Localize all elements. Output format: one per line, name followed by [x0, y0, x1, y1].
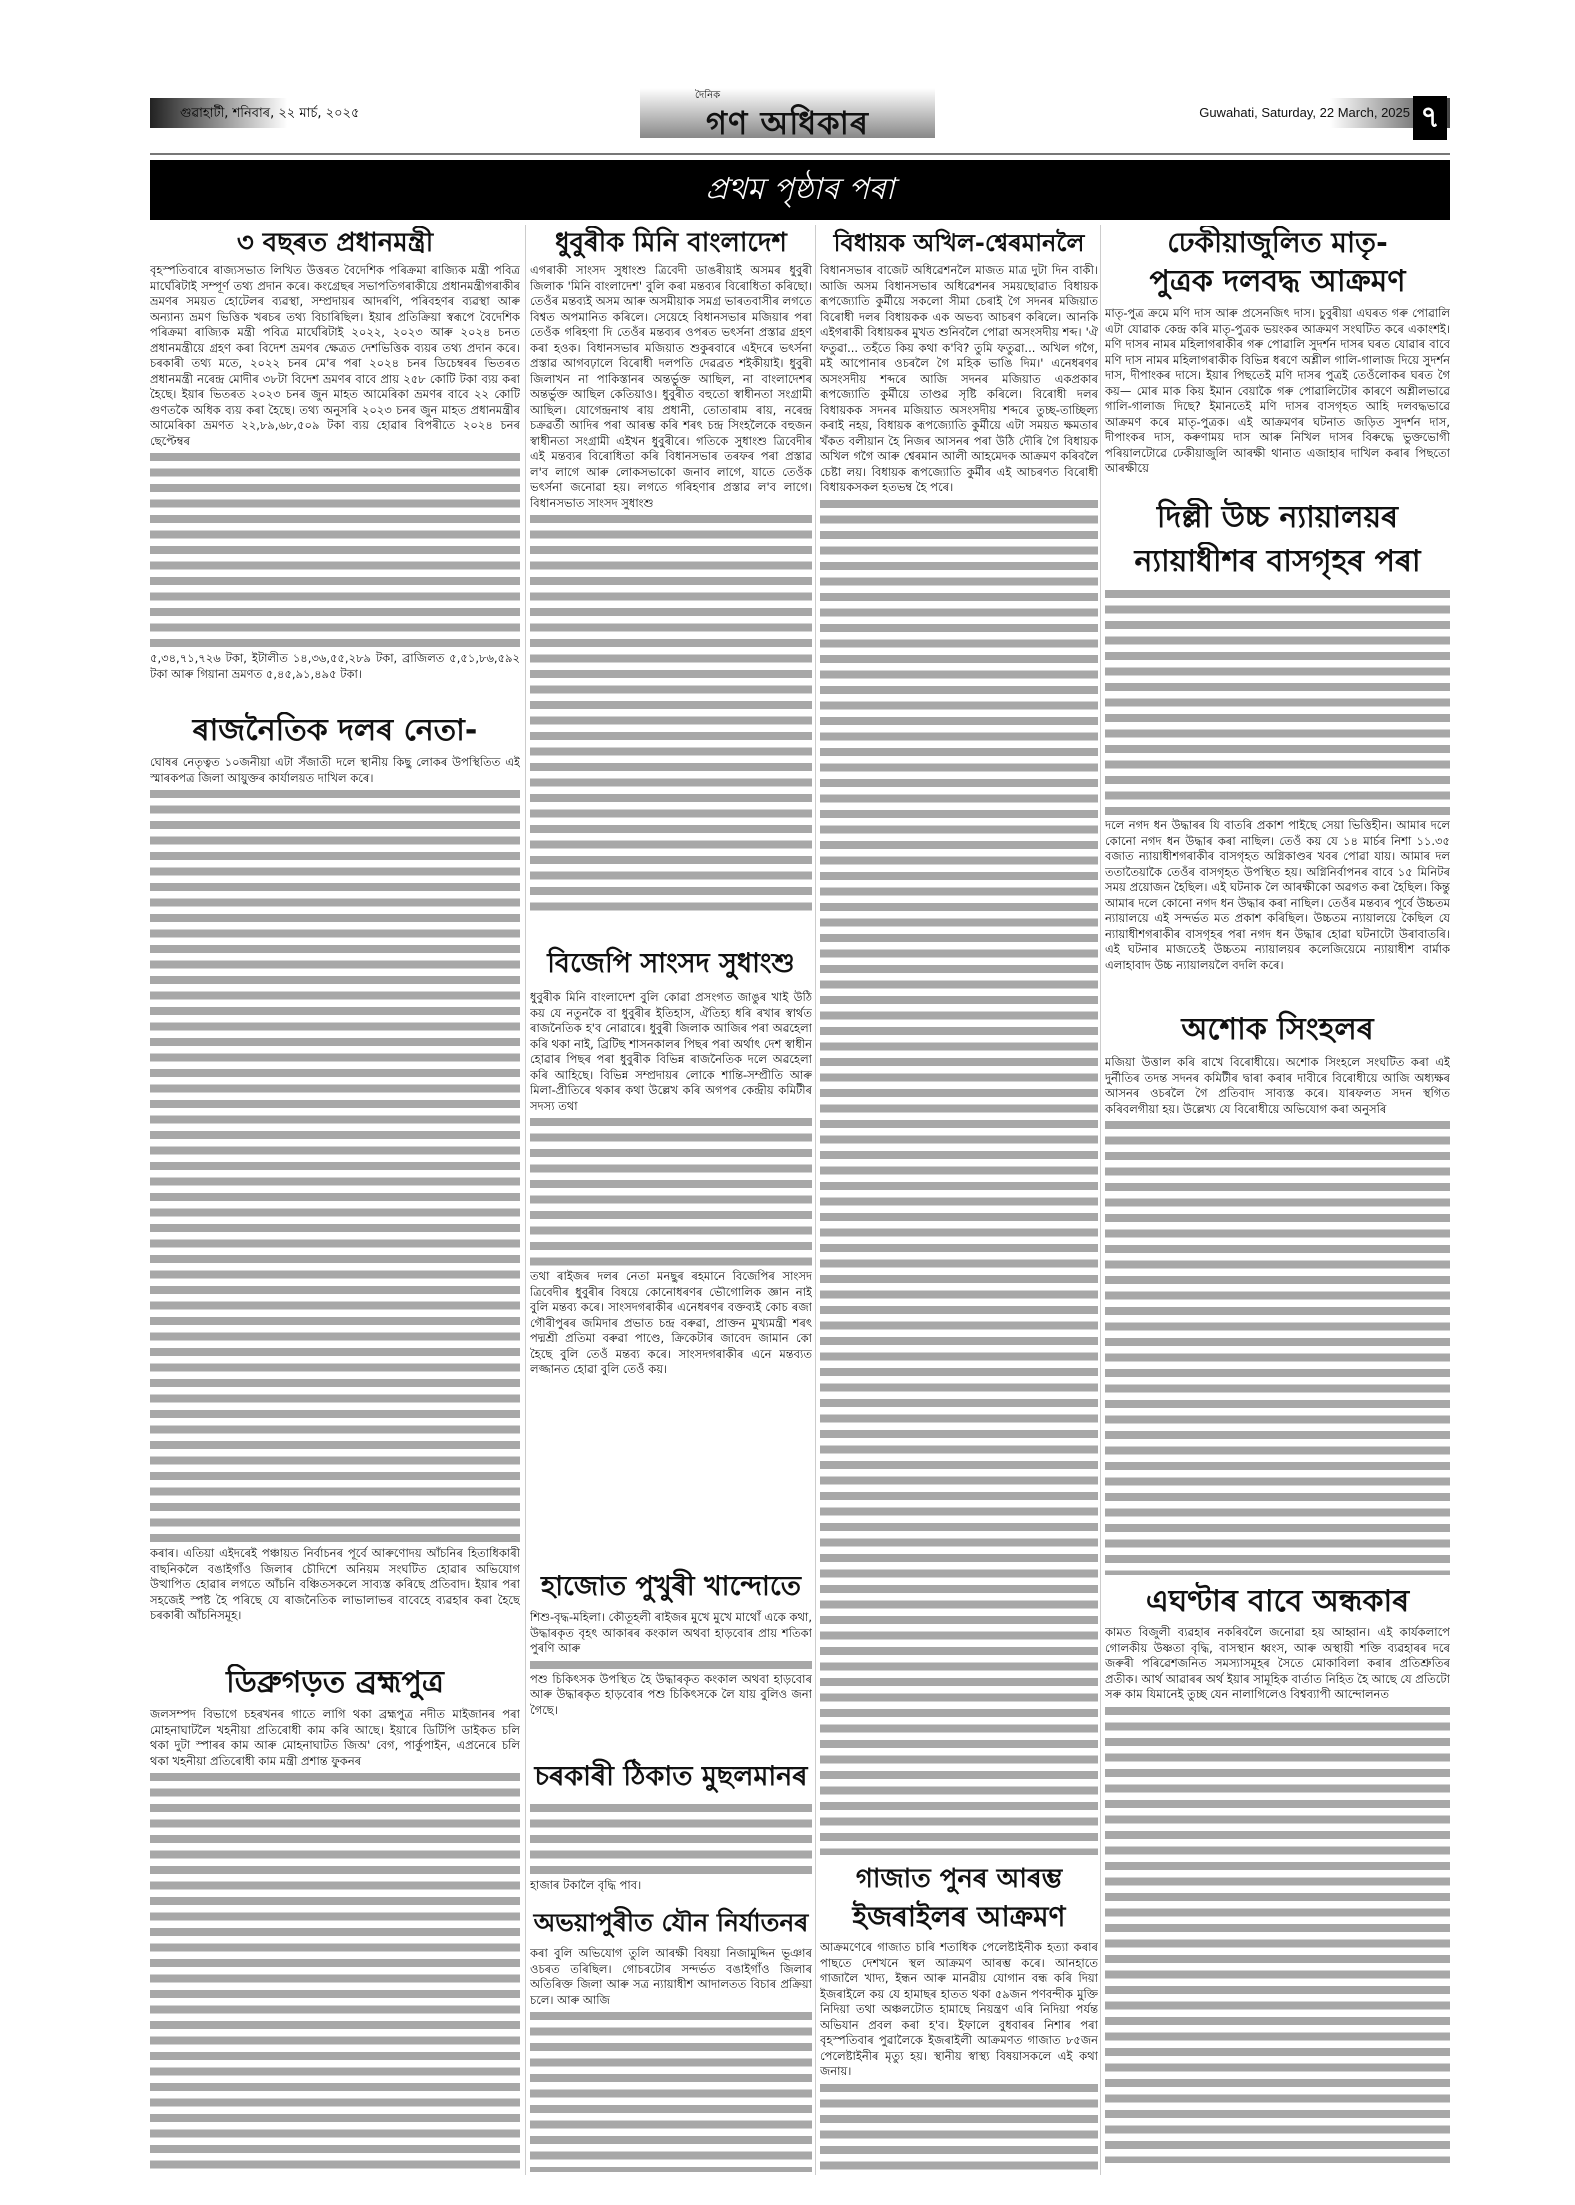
text-continuation	[820, 2080, 1098, 2173]
column-divider	[815, 225, 816, 2175]
headline-ashok: অশোক সিংহলৰ	[1181, 1012, 1374, 1047]
text-continuation	[820, 496, 1098, 1856]
article-abhayapuri	[530, 1946, 812, 2172]
logo-text: গণ অধিকাৰ	[706, 104, 869, 142]
article-earth-hour	[1105, 1625, 1450, 2172]
text-continuation	[530, 2008, 812, 2172]
text-continuation	[530, 1114, 812, 1269]
headline-delhi-hc-2: ন্যায়াধীশৰ বাসগৃহৰ পৰা	[1134, 544, 1421, 579]
article-text: ধুবুৰীক মিনি বাংলাদেশ বুলি কোৱা প্ৰসংগত জাঙুৰ খাই উঠি কয় যে নতুনকৈ বা ধুবুৰীৰ ইতিহাস, ঐতিহ্য ধৰি ৰখাৰ স্বাৰ্থত ৰাজনৈতিক হ'ব নোৱাৰে। ধুবুৰী জিলাক আজিৰ পৰা অৱহেলা কৰি থকা নাই, ব্ৰিটিছ শাসনকালৰ পিছৰ পৰা অৰ্থাৎ দেশ স্বাধীন হোৱাৰ পিছৰ পৰা ধুবুৰীক বিভিন্ন ৰাজনৈতিক দলে অৱহেলা কৰি আহিছে। বিভিন্ন সম্প্ৰদায়ৰ লোকে শান্তি-সম্প্ৰীতি আৰু মিলা-প্ৰীতিৰে থকাৰ কথা উল্লেখ কৰি অগপৰ কেন্দ্ৰীয় কমিটীৰ সদস্য তথা	[530, 990, 812, 1113]
headline-contract: চৰকাৰী ঠিকাত মুছলমানৰ	[534, 1761, 808, 1792]
article-text: কৰা বুলি অভিযোগ তুলি আৰক্ষী বিষয়া নিজামুদ্দিন ভূঞাৰ ওচৰত তৰিছিল। গোচৰটোৰ সন্দৰ্ভত বঙাইগাঁও জিলাৰ অতিৰিক্ত জিলা আৰু সত্ৰ ন্যায়াধীশ আদালতত বিচাৰ প্ৰক্ৰিয়া চলে। আৰু আজি	[530, 1946, 812, 2007]
headline-gaza-2: ইজৰাইলৰ আক্ৰমণ	[852, 1900, 1066, 1933]
article-ashok	[1105, 1055, 1450, 1575]
article-text: কামত বিজুলী ব্যৱহাৰ নকৰিবলৈ জনোৱা হয় আহ্বান। এই কাৰ্যকলাপে গোলকীয় উষ্ণতা বৃদ্ধি, বাসস্থান ধ্বংস, আৰু অস্থায়ী শক্তি ব্যৱহাৰৰ দৰে জৰুৰী পৰিৱেশজনিত সমস্যাসমূহৰ সৈতে মোকাবিলা কৰাৰ প্ৰতিশ্ৰুতিৰ প্ৰতীক। আৰ্থ আৱাৰৰ অৰ্থ ইয়াৰ সামূহিক বাৰ্তাত নিহিত হৈ আছে যে প্ৰতিটো সৰু কাম যিমানেই তুচ্ছ যেন নালাগিলেও বিশ্বব্যাপী আন্দোলনত	[1105, 1625, 1450, 1701]
article-dhekiajuli	[1105, 306, 1450, 488]
headline-mla-akhil: বিধায়ক অখিল-শ্বেৰমানলৈ	[833, 229, 1085, 257]
headline-gaza-1: গাজাত পুনৰ আৰম্ভ	[855, 1864, 1063, 1894]
article-political-leader	[150, 755, 520, 1655]
headline-pm-travel: ৩ বছৰত প্ৰধানমন্ত্ৰী	[236, 228, 434, 258]
article-text: দলে নগদ ধন উদ্ধাৰৰ যি বাতৰি প্ৰকাশ পাইছে সেয়া ভিত্তিহীন। আমাৰ দলে কোনো নগদ ধন উদ্ধাৰ কৰা নাছিল। তেওঁ কয় যে ১৪ মাৰ্চৰ নিশা ১১.৩৫ বজাত ন্যায়াধীশগৰাকীৰ বাসগৃহত অগ্নিকাণ্ডৰ খবৰ পোৱা যায়। আমাৰ দল ততাতৈয়াকৈ তেওঁৰ বাসগৃহত উপস্থিত হয়। অগ্নিনিৰ্বাপনৰ বাবে ১৫ মিনিটৰ সময় প্ৰয়োজন হৈছিল। এই ঘটনাক লৈ আৰক্ষীকো অৱগত কৰা হৈছিল। কিন্তু আমাৰ দলে কোনো নগদ ধন উদ্ধাৰ কৰা নাছিল। তেওঁৰ মন্তব্যৰ পূৰ্বে উচ্চতম ন্যায়ালয়ে এই সন্দৰ্ভত মত প্ৰকাশ কৰিছিল। উচ্চতম ন্যায়ালয়ে কৈছিল যে ন্যায়াধীশগৰাকীৰ বাসগৃহৰ পৰা নগদ ধন উদ্ধাৰ হোৱা ঘটনাটো উৰাবাতৰি। এই ঘটনাৰ মাজতেই উচ্চতম ন্যায়ালয়ৰ কলেজিয়েমে ন্যায়াধীশ বাৰ্মাক এলাহাবাদ উচ্চ ন্যায়ালয়লৈ বদলি কৰে।	[1105, 818, 1450, 972]
article-text: শিশু-বৃদ্ধ-মহিলা। কৌতূহলী ৰাইজৰ মুখে মুখে মাথোঁ একে কথা, উদ্ধাৰকৃত বৃহৎ আকাৰৰ কংকাল অথবা হাড়বোৰ প্ৰায় শতিকা পুৰণি আৰু	[530, 1610, 812, 1655]
article-hajo	[530, 1610, 812, 1750]
article-delhi-hc	[1105, 586, 1450, 1001]
headline-bjp-mp: বিজেপি সাংসদ সুধাংশু	[547, 948, 795, 979]
article-text: ঘোষৰ নেতৃত্বত ১০জনীয়া এটা সঁজাতী দলে স্থানীয় কিছু লোকৰ উপস্থিতিত এই স্মাৰকপত্ৰ জিলা আয়ুক্তৰ কাৰ্যালয়ত দাখিল কৰে।	[150, 755, 520, 785]
article-text: মাতৃ-পুত্ৰ ক্ৰমে মণি দাস আৰু প্ৰসেনজিৎ দাস। চুবুৰীয়া এঘৰত গৰু পোৱালি এটা যোৱাক কেন্দ্ৰ কৰি মাতৃ-পুত্ৰক ভয়ংকৰ আক্ৰমণ সংঘটিত কৰে একাংশই। মণি দাসৰ নামৰ মহিলাগৰাকীৰ গৰু পোৱালি সুদৰ্শন দাসৰ ঘৰত যোৱাৰ বাবে মণি দাস নামৰ মহিলাগৰাকীক বিভিন্ন ধৰণে অশ্লীল গালি-গালাজ দিয়ে সুদৰ্শন দাস, দীপাংকৰ দাসে। ইয়াৰ পিছতেই মণি দাসৰ পুত্ৰই তেওঁলোকৰ ঘৰত গৈ কয়— মোৰ মাক কিয় ইমান বেয়াকৈ গৰু পোৱালিটোৰ কাৰণে অশ্লীলভাৱে গালি-গালাজ দিছে? ইমানতেই মণি দাসৰ বাসগৃহত আহি দলবদ্ধভাৱে আক্ৰমণ কৰে মাতৃ-পুত্ৰক। এই আক্ৰমণৰ ঘটনাত জড়িত সুদৰ্শন দাস, দীপাংকৰ দাস, কৰুণাময় দাস আৰু নিখিল দাসৰ বিৰুদ্ধে ভুক্তভোগী পৰিয়ালটোৱে ঢেকীয়াজুলি আৰক্ষী থানাত এজাহাৰ দাখিল কৰাৰ পিছতো আৰক্ষীয়ে	[1105, 306, 1450, 475]
header-divider	[150, 153, 1450, 155]
article-text: বৃহস্পতিবাৰে ৰাজ্যসভাত লিখিত উত্তৰত বৈদেশিক পৰিক্ৰমা ৰাজ্যিক মন্ত্ৰী পবিত্ৰ মাৰ্ঘেৰিটাই সম্পূৰ্ণ তথ্য প্ৰদান কৰে। কংগ্ৰেছৰ সভাপতিগৰাকীয়ে প্ৰধানমন্ত্ৰীগৰাকীৰ ভ্ৰমণৰ সময়ত হোটেলৰ ব্যৱস্থা, সম্প্ৰদায়ৰ আদৰণি, পৰিবহণৰ ব্যৱস্থা আৰু অন্যান্য ভ্ৰমণ ভিত্তিক খৰচৰ তথ্য বিচাৰিছিল। ইয়াৰ প্ৰতিক্ৰিয়া স্বৰূপে বৈদেশিক পৰিক্ৰমা ৰাজ্যিক মন্ত্ৰী পবিত্ৰ মাৰ্ঘেৰিটাই ২০২২, ২০২৩ আৰু ২০২৪ চনত প্ৰধানমন্ত্ৰীয়ে গ্ৰহণ কৰা বিদেশ ভ্ৰমণৰ ক্ষেত্ৰত দেশভিত্তিক ব্যয়ৰ তথ্য প্ৰদান কৰে। চৰকাৰী তথ্য মতে, ২০২২ চনৰ মে'ৰ পৰা ২০২৪ চনৰ ডিচেম্বৰৰ ভিতৰত প্ৰধানমন্ত্ৰী নৰেন্দ্ৰ মোদীৰ ৩৮টা বিদেশ ভ্ৰমণৰ বাবে প্ৰায় ২৫৮ কোটি টকা ব্যয় কৰা হৈছে। ইয়াৰ ভিতৰত ২০২৩ চনৰ জুন মাহত আমেৰিকা ভ্ৰমণৰ বাবে ২২ কোটি গুণতকৈ অধিক ব্যয় কৰা হৈছে। তথ্য অনুসৰি ২০২৩ চনৰ জুন মাহত প্ৰধানমন্ত্ৰীৰ আমেৰিকা ভ্ৰমণত ২২,৮৯,৬৮,৫০৯ টকা ব্যয় হোৱাৰ বিপৰীতে ২০২৪ চনৰ ছেপ্টেম্বৰ	[150, 263, 520, 448]
headline-hajo: হাজোত পুখুৰী খান্দোতে	[541, 1571, 801, 1602]
headline-earth-hour: এঘণ্টাৰ বাবে অন্ধকাৰ	[1145, 1584, 1410, 1619]
date-assamese: গুৱাহাটী, শনিবাৰ, ২২ মাৰ্চ, ২০২৫	[180, 106, 360, 121]
header-date-assamese	[150, 98, 400, 128]
article-mla-akhil	[820, 263, 1098, 1855]
newspaper-logo	[640, 88, 935, 142]
article-dibrugarh	[150, 1707, 520, 2172]
text-continuation	[1105, 586, 1450, 818]
article-text: জলসম্পদ বিভাগে চহৰখনৰ গাতে লাগি থকা ব্ৰহ্মপুত্ৰ নদীত মাইজানৰ পৰা মোহনাঘাটলৈ খহনীয়া প্ৰতিৰোধী কাম কৰি আছে। ইয়াৰে ডিটিপি ডাইকত চলি থকা দুটা স্পাৰৰ কাম আৰু মোহনাঘাটত জিঅ' বেগ, পাৰ্কুপাইন, এপ্ৰনেৰে চলি থকা খহনীয়া প্ৰতিৰোধী কাম মন্ত্ৰী প্ৰশান্ত ফুকনৰ	[150, 1707, 520, 1768]
article-contract	[530, 1800, 812, 1900]
headline-delhi-hc-1: দিল্লী উচ্চ ন্যায়ালয়ৰ	[1156, 500, 1399, 535]
text-continuation	[150, 786, 520, 1546]
text-continuation	[1105, 1703, 1450, 2163]
section-banner: প্ৰথম পৃষ্ঠাৰ পৰা	[150, 160, 1450, 220]
article-text: আক্ৰমণেৰে গাজাত চাৰি শতাধিক পেলেষ্টাইনীক হত্যা কৰাৰ পাছতে দেশখনে স্থল আক্ৰমণ আৰম্ভ কৰে। আনহাতে গাজালৈ খাদ্য, ইন্ধন আৰু মানৱীয় যোগান বন্ধ কৰি দিয়া ইজৰাইলে কয় যে হামাছৰ হাতত থকা ৫৯জন পণবন্দীক মুক্তি নিদিয়া তথা অঞ্চলটোত হামাছে নিয়ন্ত্ৰণ এৰি নিদিয়া পৰ্যন্ত অভিযান প্ৰবল কৰা হ'ব। ইফালে বুধবাৰৰ নিশাৰ পৰা বৃহস্পতিবাৰ পুৱালৈকে ইজৰাইলী আক্ৰমণত গাজাত ৮৫জন পেলেষ্টাইনীৰ মৃত্যু হয়। স্থানীয় স্বাস্থ্য বিষয়াসকলে এই কথা জনায়।	[820, 1940, 1098, 2078]
article-bjp-mp	[530, 990, 812, 1556]
headline-political-leader: ৰাজনৈতিক দলৰ নেতা-	[192, 713, 478, 748]
article-text: মজিয়া উত্তাল কৰি ৰাখে বিৰোধীয়ে। অশোক সিংহলে সংঘটিত কৰা এই দুৰ্নীতিৰ তদন্ত সদনৰ কমিটীৰ দ্বাৰা কৰাৰ দাবীৰে বিৰোধীয়ে আজি অধ্যক্ষৰ আসনৰ ওচৰলৈ গৈ প্ৰতিবাদ সাব্যস্ত কৰে। যাৰফলত সদন স্থগিত কৰিবলগীয়া হয়। উল্লেখ্য যে বিৰোধীয়ে অভিযোগ কৰা অনুসৰি	[1105, 1055, 1450, 1116]
text-continuation	[530, 1800, 812, 1878]
article-pm-travel	[150, 263, 520, 703]
column-divider	[525, 225, 526, 2175]
article-gaza	[820, 1940, 1098, 2172]
date-english: Guwahati, Saturday, 22 March, 2025	[1199, 105, 1410, 120]
text-continuation	[150, 1769, 520, 2169]
text-continuation	[150, 449, 520, 651]
logo-small-text: দৈনিক	[695, 90, 721, 101]
article-text: হাজাৰ টকালৈ বৃদ্ধি পাব।	[530, 1878, 642, 1892]
article-text: ৫,৩৪,৭১,৭২৬ টকা, ইটালীত ১৪,৩৬,৫৫,২৮৯ টকা, ব্ৰাজিলত ৫,৫১,৮৬,৫৯২ টকা আৰু গিয়ানা ভ্ৰমণত ৫,৪৫,৯১,৪৯৫ টকা।	[150, 651, 520, 681]
article-text: এগৰাকী সাংসদ সুধাংশু ত্ৰিবেদী ডাঙৰীয়াই অসমৰ ধুবুৰী জিলাক 'মিনি বাংলাদেশ' বুলি কৰা মন্তব্যৰ বিৰোধিতা কৰিছো। তেওঁৰ মন্তব্যই অসম আৰু অসমীয়াক সমগ্ৰ ভাৰতবাসীৰ লগতে বিশ্বত অপমানিত কৰিলে। সেয়েহে বিধানসভাৰ মজিয়াৰ পৰা তেওঁক গৰিহণা দি তেওঁৰ মন্তব্যৰ ওপৰত ভৎৰ্সনা প্ৰস্তাৱ গ্ৰহণ কৰা হওক। বিধানসভাৰ মজিয়াত শুকুৰবাৰে এইদৰে ভৎৰ্সনা প্ৰস্তাৱ আগবঢ়ালে বিৰোধী দলপতি দেৱব্ৰত শইকীয়াই। ধুবুৰী জিলাখন না পাকিস্তানৰ অন্তৰ্ভুক্ত আছিল, না বাংলাদেশৰ অন্তৰ্ভুক্ত আছিল কেতিয়াও। ধুবুৰীত বহুতো স্বাধীনতা সংগ্ৰামী আছিল। যোগেন্দ্ৰনাথ ৰায় প্ৰধানী, তোতাৰাম ৰায়, নৰেন্দ্ৰ চক্ৰৱৰ্তী আদিৰ পৰা আৰম্ভ কৰি শৰৎ চন্দ্ৰ সিংহলৈকে বহুজন স্বাধীনতা সংগ্ৰামী এইখন ধুবুৰীৰে। গতিকে সুধাংশু ত্ৰিবেদীৰ এই মন্তব্যৰ বিৰোধিতা কৰি বিধানসভাৰ তৰফৰ পৰা প্ৰস্তাৱ ল'ব লাগে আৰু লোকসভাকো জনাব লাগে, যাতে তেওঁক ভৎৰ্সনা জনোৱা হয়। লগতে গৰিহণাৰ প্ৰস্তাৱ ল'ব লাগে। বিধানসভাত সাংসদ সুধাংশু	[530, 263, 812, 510]
text-continuation	[530, 1657, 812, 1672]
page-number: ৭	[1413, 96, 1447, 140]
article-text: তথা ৰাইজৰ দলৰ নেতা মনছুৰ ৰহমানে বিজেপিৰ সাংসদ ত্ৰিবেদীৰ ধুবুৰীৰ বিষয়ে কোনোধৰণৰ ভৌগোলিক জ্ঞান নাই বুলি মন্তব্য কৰে। সাংসদগৰাকীৰ এনেধৰণৰ বক্তব্যই কোচ ৰজা গৌৰীপুৰৰ জমিদাৰ প্ৰভাত চন্দ্ৰ বৰুৱা, প্ৰাক্তন মুখ্যমন্ত্ৰী শৰৎ পদ্মশ্ৰী প্ৰতিমা বৰুৱা পাণ্ডে, ক্ৰিকেটাৰ জাবেদ জামান কো হৈছে বুলি তেওঁ মন্তব্য কৰে। সাংসদগৰাকীৰ এনে মন্তব্যত লজ্জানত হোৱা বুলি তেওঁ কয়।	[530, 1269, 812, 1376]
headline-dhekiajuli-2: পুত্ৰক দলবদ্ধ আক্ৰমণ	[1149, 264, 1406, 299]
column-divider	[1100, 225, 1101, 2175]
headline-dhubri: ধুবুৰীক মিনি বাংলাদেশ	[555, 228, 787, 258]
headline-dhekiajuli-1: ঢেকীয়াজুলিত মাতৃ-	[1167, 226, 1388, 259]
article-dhubri	[530, 263, 812, 938]
headline-abhayapuri: অভয়াপুৰীত যৌন নিৰ্যাতনৰ	[533, 1908, 809, 1937]
header-date-english	[1150, 98, 1450, 128]
headline-dibrugarh: ডিব্ৰুগড়ত ব্ৰহ্মপুত্ৰ	[226, 1665, 444, 1700]
text-continuation	[1105, 1117, 1450, 1575]
article-text: কৰাৰ। এতিয়া এইদৰেই পঞ্চায়ত নিৰ্বাচনৰ পূৰ্বে আৰুণোদয় আঁচনিৰ হিতাধিকাৰী বাছনিকলৈ বঙাইগাঁও জিলাৰ চৌদিশে অনিয়ম সংঘটিত হোৱাৰ অভিযোগ উত্থাপিত হোৱাৰ লগতে আঁচনি বঞ্চিতসকলে সাব্যস্ত কৰিছে প্ৰতিবাদ। ইয়াৰ পৰা সহজেই স্পষ্ট হৈ পৰিছে যে ৰাজনৈতিক লাভালাভৰ বাবেহে ব্যৱহাৰ কৰা হৈছে চৰকাৰী আঁচনিসমূহ।	[150, 1546, 520, 1622]
text-continuation	[530, 511, 812, 911]
article-text: বিধানসভাৰ বাজেট অধিৱেশনলৈ মাজত মাত্ৰ দুটা দিন বাকী। আজি অসম বিধানসভাৰ অধিৱেশনৰ সময়ছোৱাত বিধায়ক ৰূপজ্যোতি কুৰ্মীয়ে সকলো সীমা চেৰাই গৈ সদনৰ মজিয়াত বিৰোধী দলৰ বিধায়কক এক অভব্য আচৰণ কৰিলে। আনকি এইগৰাকী বিধায়কৰ মুখত শুনিবলৈ পোৱা অসংসদীয় শব্দ। 'ঐ ফতুৱা... তহঁতে কিয় কথা ক'বি? তুমি ফতুৱা... অখিল গগৈ, মই আপোনাৰ ওচৰলৈ গৈ মহিক ভাঙি দিম।' এনেধৰণৰ অসংসদীয় শব্দৰে আজি সদনৰ মজিয়াত একপ্ৰকাৰ ৰূপজ্যোতি কুৰ্মীয়ে তাণ্ডৱ সৃষ্টি কৰিলে। বিৰোধী দলৰ বিধায়কক সদনৰ মজিয়াত অসংসদীয় শব্দৰে তুচ্ছ-তাচ্ছিল্য কৰাই নহয়, বিধায়ক ৰূপজ্যোতি কুৰ্মীয়ে এটা সময়ত ক্ষমতাৰ খঁকত বলীয়ান হৈ নিজৰ আসনৰ পৰা উঠি দৌৰি গৈ বিধায়ক অখিল গগৈ আৰু শ্বেৰমান আলী আহমেদক আক্ৰমণ কৰিবলৈ চেষ্টা লয়। বিধায়ক ৰূপজ্যোতি কুৰ্মীৰ এই আচৰণত বিৰোধী বিধায়কসকল হতভম্ব হৈ পৰে।	[820, 263, 1098, 494]
article-text: পশু চিকিৎসক উপস্থিত হৈ উদ্ধাৰকৃত কংকাল অথবা হাড়বোৰ আৰু উদ্ধাৰকৃত হাড়বোৰ পশু চিকিৎসকে লৈ যায় বুলিও জনা গৈছে।	[530, 1671, 812, 1717]
